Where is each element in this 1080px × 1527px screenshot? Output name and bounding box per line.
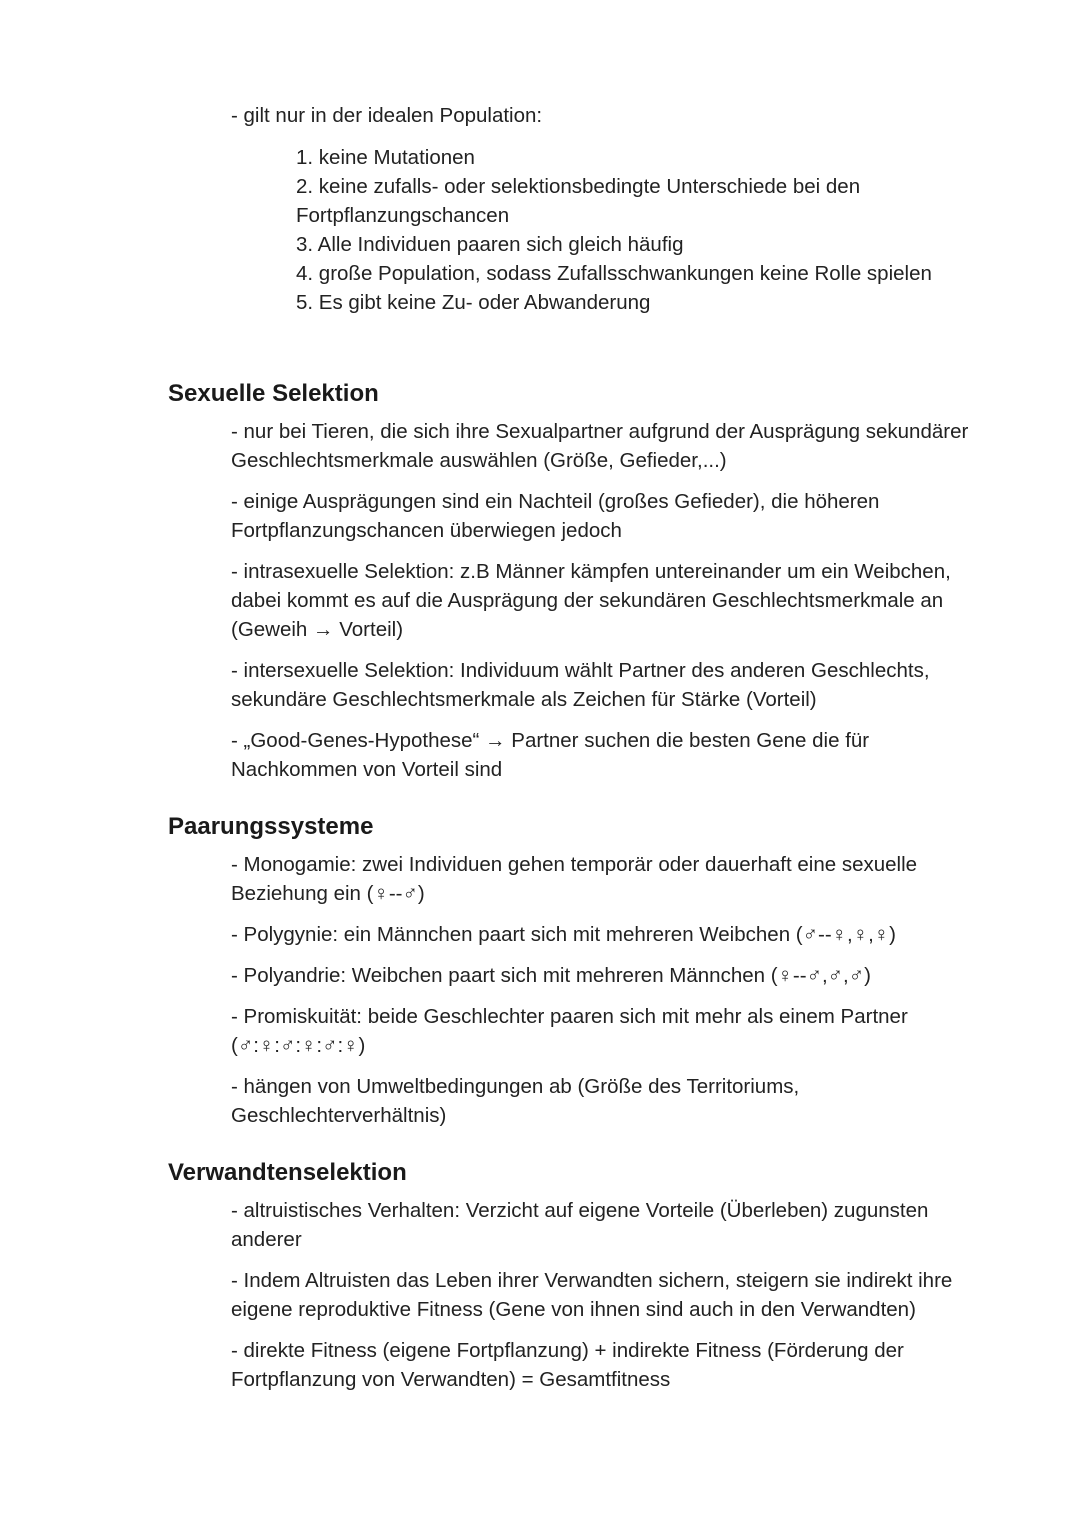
section-paarungssysteme (168, 812, 998, 1142)
section-sexuelle-selektion (168, 379, 998, 796)
section-heading: Paarungssysteme (168, 813, 374, 840)
section-items (231, 1196, 998, 1394)
condition-item: 3. Alle Individuen paaren sich gleich häufig (296, 233, 684, 256)
ideal-population-conditions (296, 143, 1016, 317)
condition-item: 2. keine zufalls- oder selektionsbedingte Unterschiede bei den Fortpflanzungschancen (296, 175, 861, 227)
bullet-item: - hängen von Umweltbedingungen ab (Größe des Territoriums, Geschlechterverhältnis) (231, 1075, 800, 1127)
bullet-item: - nur bei Tieren, die sich ihre Sexualpartner aufgrund der Ausprägung sekundärer Geschlechtsmerkmale auswählen (Größe, Gefieder,...) (231, 420, 969, 472)
bullet-item: - intrasexuelle Selektion: z.B Männer kämpfen untereinander um ein Weibchen, dabei kommt es auf die Ausprägung der sekundären Geschlechtsmerkmale an (Geweih → Vorteil) (231, 560, 951, 641)
bullet-item: - Polyandrie: Weibchen paart sich mit mehreren Männchen (♀--♂,♂,♂) (231, 964, 871, 987)
condition-item: 5. Es gibt keine Zu- oder Abwanderung (296, 291, 651, 314)
bullet-item: - Polygynie: ein Männchen paart sich mit mehreren Weibchen (♂--♀,♀,♀) (231, 923, 896, 946)
condition-item: 4. große Population, sodass Zufallsschwankungen keine Rolle spielen (296, 262, 932, 285)
bullet-item: - Promiskuität: beide Geschlechter paaren sich mit mehr als einem Partner (♂:♀:♂:♀:♂:♀) (231, 1005, 908, 1057)
bullet-item: - einige Ausprägungen sind ein Nachteil (großes Gefieder), die höheren Fortpflanzungschancen überwiegen jedoch (231, 490, 880, 542)
bullet-item: - intersexuelle Selektion: Individuum wählt Partner des anderen Geschlechts, sekundäre Geschlechtsmerkmale als Zeichen für Stärke (Vorteil) (231, 659, 930, 711)
ideal-population-bullet: - gilt nur in der idealen Population: (231, 104, 543, 127)
bullet-item: - „Good-Genes-Hypothese“ → Partner suchen die besten Gene die für Nachkommen von Vorteil sind (231, 729, 870, 781)
section-items (231, 850, 998, 1130)
bullet-item: - altruistisches Verhalten: Verzicht auf eigene Vorteile (Überleben) zugunsten anderer (231, 1199, 929, 1251)
section-heading: Sexuelle Selektion (168, 380, 379, 407)
section-verwandtenselektion (168, 1158, 998, 1406)
condition-item: 1. keine Mutationen (296, 146, 475, 169)
section-items (231, 417, 998, 784)
section-heading: Verwandtenselektion (168, 1159, 407, 1186)
bullet-item: - Indem Altruisten das Leben ihrer Verwandten sichern, steigern sie indirekt ihre eigene reproduktive Fitness (Gene von ihnen sind auch in den Verwandten) (231, 1269, 953, 1321)
bullet-item: - direkte Fitness (eigene Fortpflanzung) + indirekte Fitness (Förderung der Fortpflanzung von Verwandten) = Gesamtfitness (231, 1339, 904, 1391)
bullet-item: - Monogamie: zwei Individuen gehen temporär oder dauerhaft eine sexuelle Beziehung ein (♀--♂) (231, 853, 918, 905)
